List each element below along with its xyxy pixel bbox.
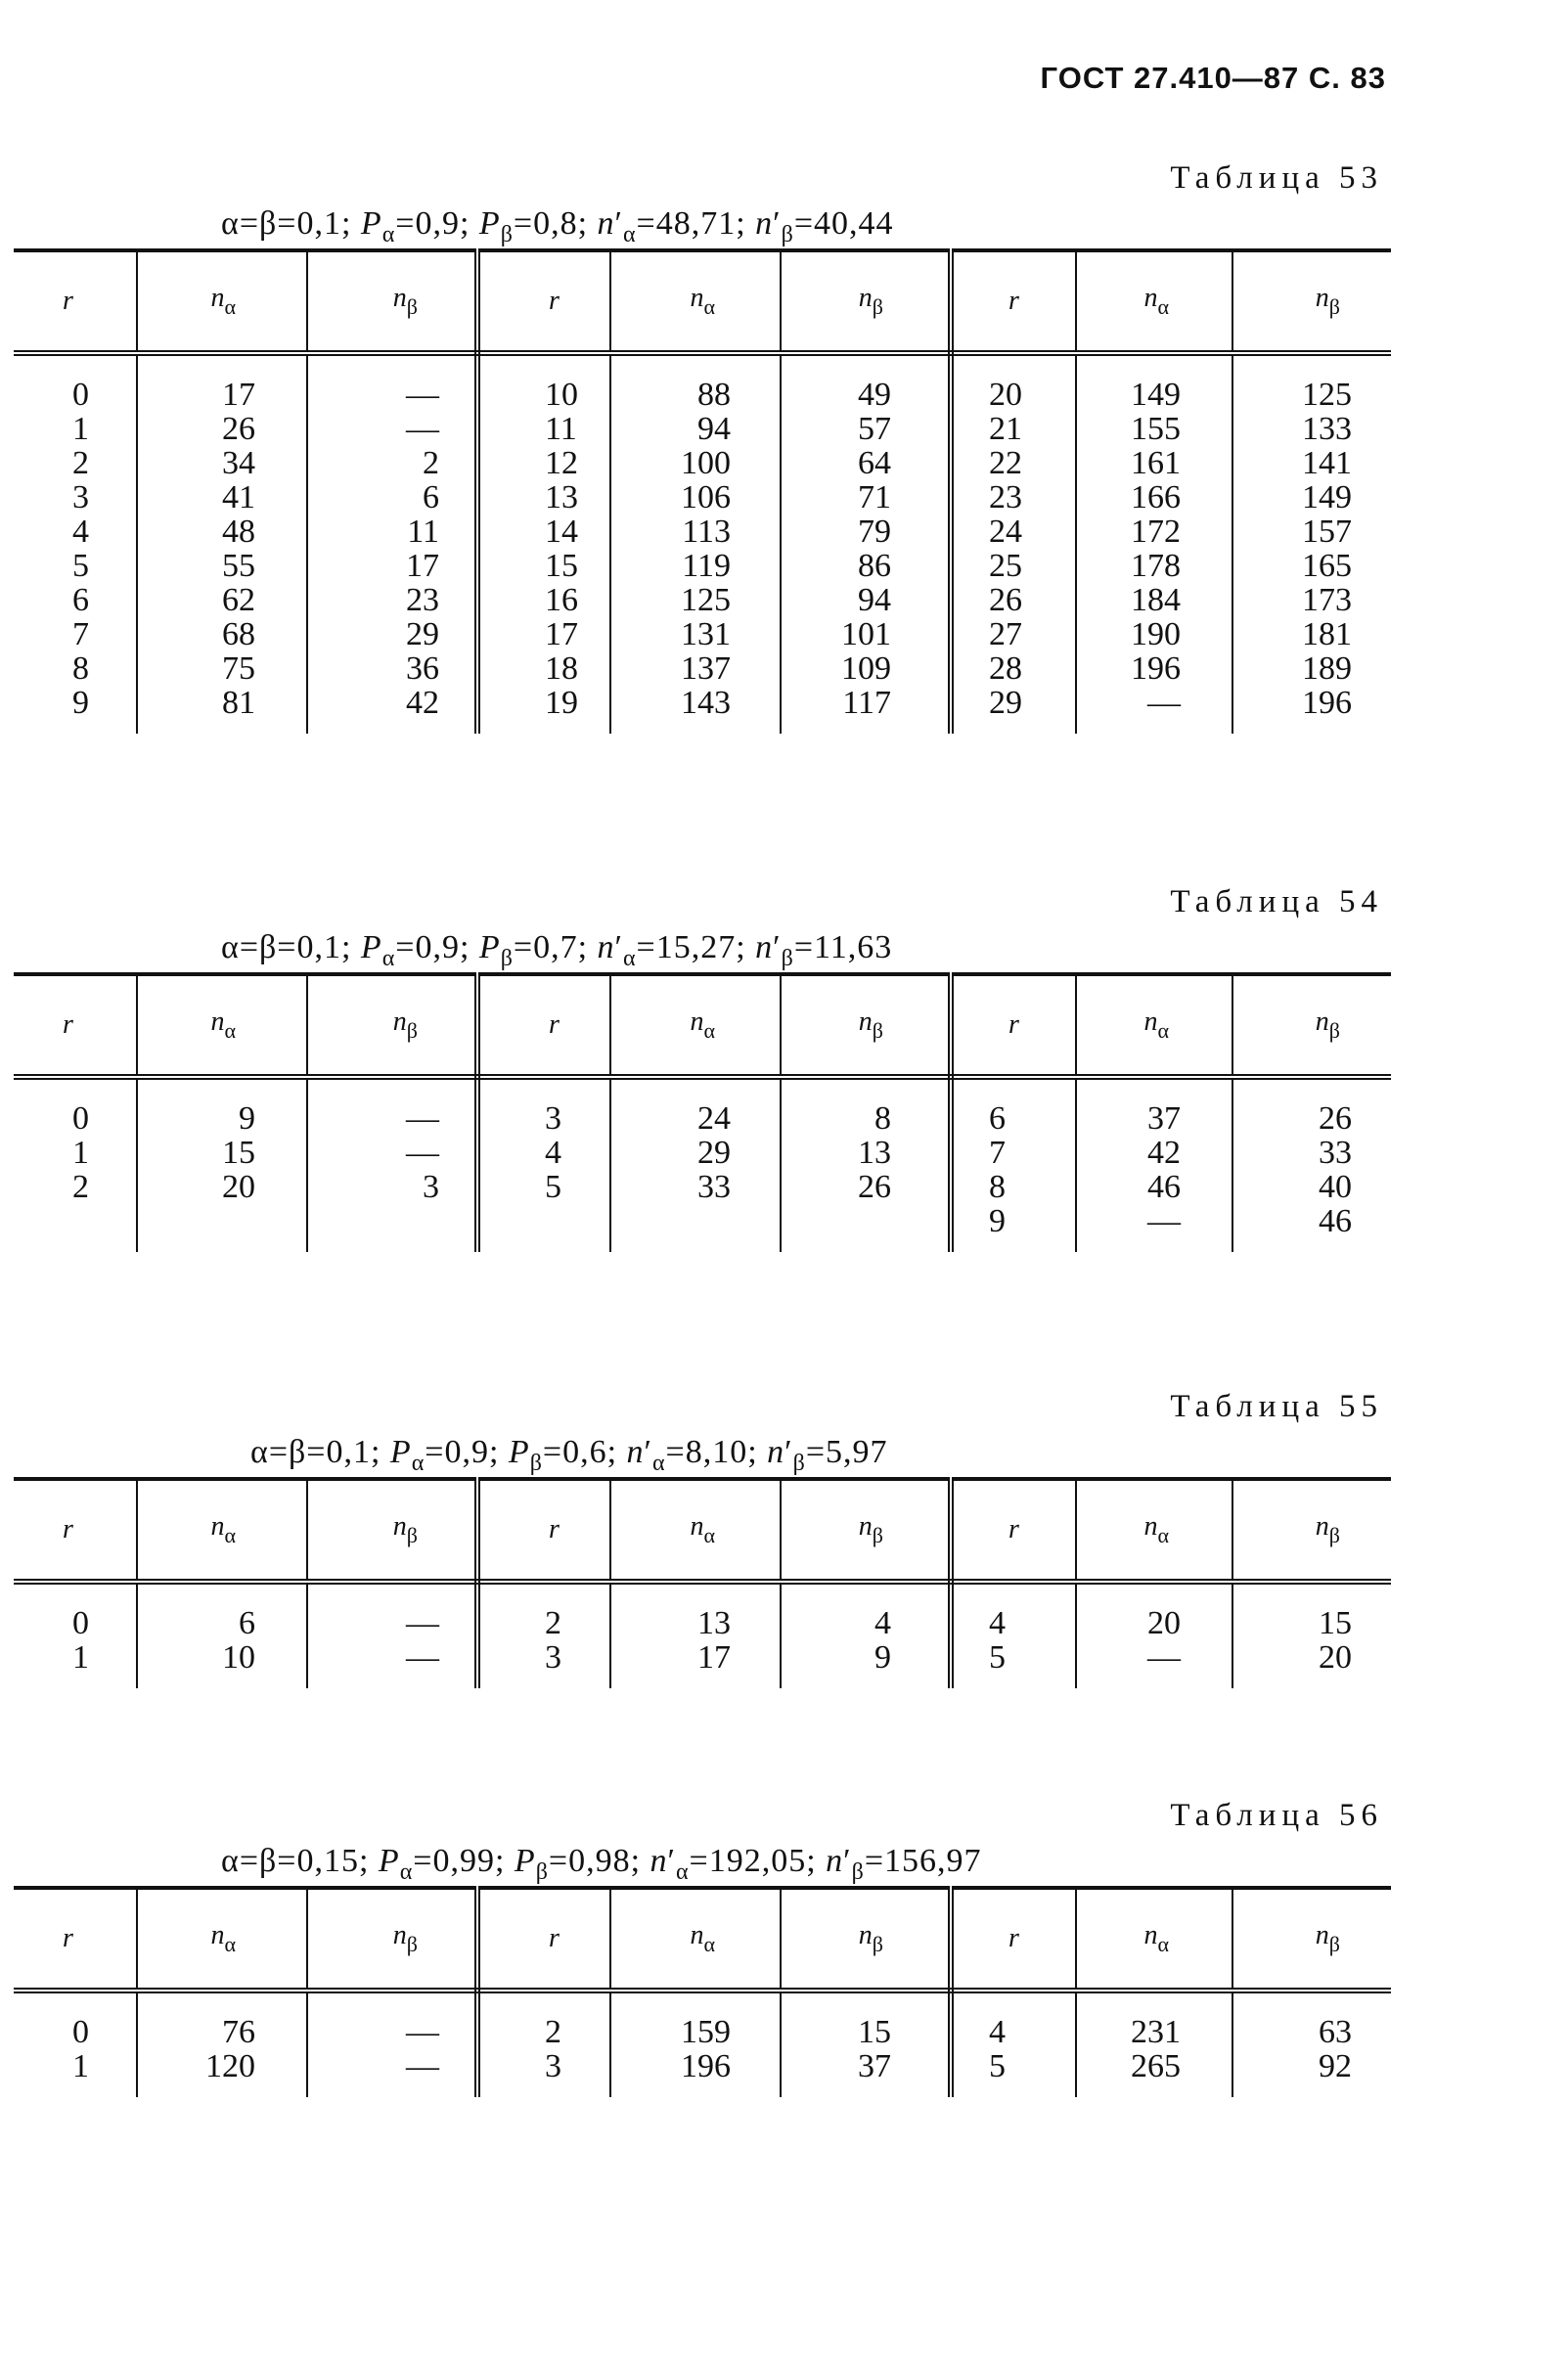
- col-header-n-alpha: $n_\alpha$: [1076, 250, 1232, 353]
- cell-r: 0 1 2 3 4 5 6 7 8 9: [14, 353, 137, 734]
- table-body-row: [14, 353, 1391, 734]
- table-54: [14, 880, 1391, 1252]
- page-header: ГОСТ 27.410—87 С. 83: [1040, 61, 1386, 95]
- param-alpha-beta: α=β=0,1;: [250, 1434, 381, 1470]
- param-n-alpha: =48,71;: [636, 205, 746, 242]
- col-header-n-beta: $n_\beta$: [781, 250, 951, 353]
- table-55: [14, 1385, 1391, 1688]
- param-p-alpha: =0,99;: [413, 1843, 506, 1879]
- table-params: α=β=0,1; $P_\alpha=0,9$; $P_\beta=0,6$; $n'_\alpha=8,10$; $n'_\beta=5,97$: [250, 1434, 888, 1476]
- col-header-n-beta: $n_\beta$: [1232, 1888, 1391, 1991]
- data-table: [14, 972, 1391, 1252]
- param-alpha-beta: α=β=0,15;: [221, 1843, 370, 1879]
- col-header-n-beta: $n_\beta$: [1232, 974, 1391, 1077]
- table-header-row: [14, 1479, 1391, 1582]
- col-header-n-beta: $n_\beta$: [781, 1479, 951, 1582]
- col-header-r: r: [951, 1479, 1076, 1582]
- cell-n-alpha: 9 15 20: [137, 1077, 307, 1252]
- table-title: Таблица 53: [1170, 160, 1383, 196]
- table-header-row: [14, 974, 1391, 1077]
- col-header-r: r: [14, 1479, 137, 1582]
- col-header-n-alpha: $n_\alpha$: [610, 1479, 781, 1582]
- param-alpha-beta: α=β=0,1;: [221, 929, 352, 965]
- table-title: Таблица 56: [1170, 1798, 1383, 1833]
- table-53: [14, 157, 1391, 734]
- col-header-n-alpha: $n_\alpha$: [137, 1479, 307, 1582]
- col-header-n-alpha: $n_\alpha$: [610, 250, 781, 353]
- col-header-n-alpha: $n_\alpha$: [1076, 974, 1232, 1077]
- col-header-r: r: [14, 1888, 137, 1991]
- cell-n-beta: 63 92: [1319, 2014, 1352, 2084]
- cell-n-alpha: 159 196: [610, 1991, 781, 2097]
- cell-n-alpha: 88 94 100 106 113 119 125 131 137 143: [610, 353, 781, 734]
- cell-r: 3 4 5: [477, 1077, 610, 1252]
- param-p-beta: =0,7;: [513, 929, 589, 965]
- cell-r: 4 5: [951, 1991, 1076, 2097]
- cell-n-beta: 4 9: [781, 1582, 951, 1688]
- param-p-alpha: =0,9;: [395, 205, 470, 242]
- col-header-n-beta: $n_\beta$: [1232, 250, 1391, 353]
- table-body-row: [14, 1991, 1391, 2097]
- cell-n-alpha: 17 26 34 41 48 55 62 68 75 81: [137, 353, 307, 734]
- table-header-row: [14, 1888, 1391, 1991]
- col-header-n-alpha: $n_\alpha$: [1076, 1888, 1232, 1991]
- table-params: α=β=0,1; $P_\alpha=0,9$; $P_\beta=0,8$; $n'_\alpha=48,71$; $n'_\beta=40,44$: [221, 205, 894, 247]
- cell-r: 0 1 2: [14, 1077, 137, 1252]
- param-n-beta: =5,97: [805, 1434, 888, 1470]
- cell-n-beta: 26 33 40 46: [1319, 1100, 1352, 1239]
- data-table: [14, 1477, 1391, 1688]
- col-header-r: r: [477, 1888, 610, 1991]
- col-header-n-beta: $n_\beta$: [781, 1888, 951, 1991]
- col-header-n-beta: $n_\beta$: [1232, 1479, 1391, 1582]
- cell-n-alpha: 24 29 33: [610, 1077, 781, 1252]
- cell-r: 6 7 8 9: [951, 1077, 1076, 1252]
- cell-n-alpha: 149 155 161 166 172 178 184 190 196 —: [1076, 353, 1232, 734]
- col-header-n-alpha: $n_\alpha$: [1076, 1479, 1232, 1582]
- table-body-row: [14, 1077, 1391, 1252]
- col-header-n-beta: $n_\beta$: [307, 1888, 477, 1991]
- col-header-r: r: [477, 1479, 610, 1582]
- cell-r: 2 3: [477, 1582, 610, 1688]
- cell-n-beta: 15 20: [1319, 1605, 1352, 1676]
- param-n-beta: =40,44: [793, 205, 894, 242]
- param-p-beta: =0,6;: [542, 1434, 618, 1470]
- cell-r: 4 5: [951, 1582, 1076, 1688]
- param-p-alpha: =0,9;: [425, 1434, 500, 1470]
- cell-r: 10 11 12 13 14 15 16 17 18 19: [477, 353, 610, 734]
- table-params: α=β=0,1; $P_\alpha=0,9$; $P_\beta=0,7$; $n'_\alpha=15,27$; $n'_\beta=11,63$: [221, 929, 893, 971]
- cell-n-beta: — — 3: [307, 1077, 477, 1252]
- cell-r: 0 1: [14, 1582, 137, 1688]
- param-p-beta: =0,98;: [548, 1843, 642, 1879]
- col-header-n-beta: $n_\beta$: [307, 974, 477, 1077]
- table-params: α=β=0,15; $P_\alpha=0,99$; $P_\beta=0,98$; $n'_\alpha=192,05$; $n'_\beta=156,97$: [221, 1843, 982, 1885]
- table-title: Таблица 54: [1170, 884, 1383, 919]
- param-p-alpha: =0,9;: [395, 929, 470, 965]
- param-n-alpha: =8,10;: [665, 1434, 758, 1470]
- col-header-r: r: [951, 1888, 1076, 1991]
- data-table: [14, 1886, 1391, 2097]
- table-body-row: [14, 1582, 1391, 1688]
- col-header-n-alpha: $n_\alpha$: [137, 974, 307, 1077]
- col-header-r: r: [477, 974, 610, 1077]
- col-header-r: r: [14, 250, 137, 353]
- col-header-r: r: [951, 250, 1076, 353]
- table-title: Таблица 55: [1170, 1389, 1383, 1424]
- param-n-alpha: =15,27;: [636, 929, 746, 965]
- cell-n-beta: — —: [307, 1582, 477, 1688]
- cell-n-beta: — — 2 6 11 17 23 29 36 42: [307, 353, 477, 734]
- param-n-beta: =11,63: [793, 929, 893, 965]
- cell-n-alpha: 20 —: [1076, 1582, 1232, 1688]
- table-header-row: [14, 250, 1391, 353]
- col-header-n-alpha: $n_\alpha$: [610, 1888, 781, 1991]
- col-header-n-beta: $n_\beta$: [307, 250, 477, 353]
- cell-r: 2 3: [477, 1991, 610, 2097]
- data-table: [14, 248, 1391, 734]
- table-56: [14, 1794, 1391, 2097]
- col-header-n-alpha: $n_\alpha$: [137, 250, 307, 353]
- param-n-alpha: =192,05;: [689, 1843, 817, 1879]
- col-header-r: r: [14, 974, 137, 1077]
- col-header-n-beta: $n_\beta$: [307, 1479, 477, 1582]
- col-header-n-beta: $n_\beta$: [781, 974, 951, 1077]
- cell-n-alpha: 13 17: [610, 1582, 781, 1688]
- param-alpha-beta: α=β=0,1;: [221, 205, 352, 242]
- cell-n-alpha: 6 10: [137, 1582, 307, 1688]
- col-header-r: r: [477, 250, 610, 353]
- cell-n-beta: 8 13 26: [781, 1077, 951, 1252]
- col-header-r: r: [951, 974, 1076, 1077]
- cell-n-alpha: 231 265: [1076, 1991, 1232, 2097]
- cell-r: 20 21 22 23 24 25 26 27 28 29: [951, 353, 1076, 734]
- cell-n-beta: — —: [307, 1991, 477, 2097]
- param-n-beta: =156,97: [864, 1843, 982, 1879]
- col-header-n-alpha: $n_\alpha$: [610, 974, 781, 1077]
- cell-r: 0 1: [14, 1991, 137, 2097]
- cell-n-alpha: 37 42 46 —: [1076, 1077, 1232, 1252]
- col-header-n-alpha: $n_\alpha$: [137, 1888, 307, 1991]
- cell-n-beta: 15 37: [781, 1991, 951, 2097]
- cell-n-beta: 49 57 64 71 79 86 94 101 109 117: [781, 353, 951, 734]
- cell-n-alpha: 76 120: [137, 1991, 307, 2097]
- param-p-beta: =0,8;: [513, 205, 589, 242]
- cell-n-beta: 125 133 141 149 157 165 173 181 189 196: [1302, 377, 1352, 721]
